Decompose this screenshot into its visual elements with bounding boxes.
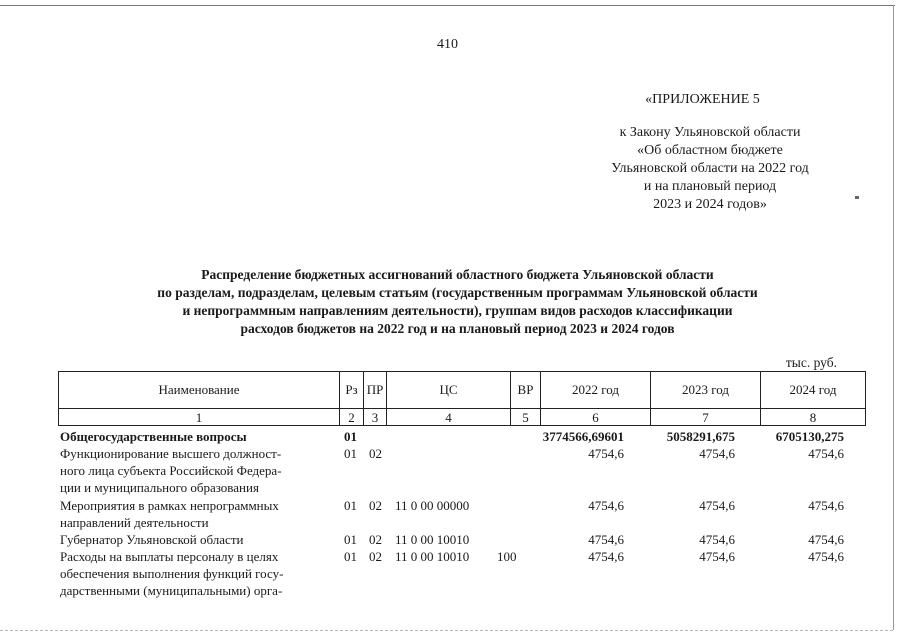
header-vr: ВР: [511, 372, 541, 409]
row-rz: 01: [344, 532, 357, 547]
document-title: [60, 266, 855, 338]
header-2023: 2023 год: [651, 372, 761, 409]
row-name: [60, 445, 335, 496]
appendix-line: и на плановый период: [643, 179, 777, 194]
row-2023: 4754,6: [699, 532, 735, 547]
budget-table-header: [58, 371, 866, 426]
column-number: 1: [59, 409, 340, 426]
row-2023: 5058291,675: [666, 429, 735, 444]
title-line: и непрограммным направлениям деятельности), группам видов расходов классификации: [182, 303, 733, 318]
row-rz: 01: [344, 446, 357, 461]
row-cs: 11 0 00 10010: [395, 549, 470, 564]
units-label: тыс. руб.: [785, 355, 837, 370]
page-border-bottom: [0, 630, 893, 631]
appendix-line: «Об областном бюджете: [637, 143, 783, 158]
title-line: по разделам, подразделам, целевым статьям (государственным программам Ульяновской области: [157, 285, 758, 300]
column-number: 3: [364, 409, 387, 426]
row-name-line: Мероприятия в рамках непрограммных: [60, 498, 279, 513]
row-2022: 4754,6: [588, 532, 624, 547]
row-pr: 02: [369, 498, 382, 513]
row-name-line: Функционирование высшего должност-: [60, 446, 282, 461]
row-vr: 100: [497, 549, 517, 564]
row-name-line: Общегосударственные вопросы: [60, 429, 247, 444]
row-2024: 4754,6: [808, 549, 844, 564]
page-border-right: [893, 5, 894, 630]
row-2022: 4754,6: [588, 549, 624, 564]
row-rz: 01: [344, 498, 357, 513]
header-pr: ПР: [364, 372, 387, 409]
header-cs: ЦС: [387, 372, 511, 409]
row-2023: 4754,6: [699, 549, 735, 564]
column-number: 6: [541, 409, 651, 426]
appendix-block: [560, 91, 820, 214]
row-2024: 4754,6: [808, 446, 844, 461]
row-2024: 4754,6: [808, 498, 844, 513]
row-pr: 02: [369, 549, 382, 564]
row-name: [60, 428, 335, 445]
header-name: Наименование: [59, 372, 340, 409]
row-2023: 4754,6: [699, 498, 735, 513]
appendix-heading: «ПРИЛОЖЕНИЕ 5: [645, 92, 760, 107]
row-name-line: Расходы на выплаты персоналу в целях: [60, 549, 279, 564]
row-name-line: ции и муниципального образования: [60, 480, 259, 495]
row-name-line: ного лица субъекта Российской Федера-: [60, 463, 282, 478]
row-rz: 01: [344, 429, 357, 444]
row-name-line: направлений деятельности: [60, 515, 209, 530]
row-2022: 3774566,69601: [542, 429, 624, 444]
header-row: [59, 372, 866, 409]
row-name: [60, 531, 335, 548]
column-number-row: [59, 409, 866, 426]
column-number: 4: [387, 409, 511, 426]
header-rz: Рз: [340, 372, 364, 409]
column-number: 7: [651, 409, 761, 426]
row-name-line: Губернатор Ульяновской области: [60, 532, 244, 547]
header-2022: 2022 год: [541, 372, 651, 409]
row-cs: 11 0 00 10010: [395, 532, 470, 547]
row-rz: 01: [344, 549, 357, 564]
row-cs: 11 0 00 00000: [395, 498, 470, 513]
header-2024: 2024 год: [761, 372, 866, 409]
appendix-line: Ульяновской области на 2022 год: [611, 161, 809, 176]
row-2022: 4754,6: [588, 446, 624, 461]
row-pr: 02: [369, 532, 382, 547]
row-2022: 4754,6: [588, 498, 624, 513]
row-name: [60, 548, 335, 599]
row-2023: 4754,6: [699, 446, 735, 461]
appendix-line: к Закону Ульяновской области: [619, 125, 801, 140]
page-number: 410: [437, 37, 458, 52]
row-name-line: обеспечения выполнения функций госу-: [60, 566, 284, 581]
title-line: Распределение бюджетных ассигнований областного бюджета Ульяновской области: [201, 267, 714, 282]
page-border-top: [0, 5, 895, 6]
row-name-line: дарственными (муниципальными) орга-: [60, 583, 283, 598]
row-name: [60, 497, 335, 531]
row-2024: 4754,6: [808, 532, 844, 547]
appendix-line: 2023 и 2024 годов»: [653, 197, 767, 212]
column-number: 2: [340, 409, 364, 426]
scan-speck: [855, 196, 859, 199]
row-2024: 6705130,275: [775, 429, 844, 444]
column-number: 8: [761, 409, 866, 426]
row-pr: 02: [369, 446, 382, 461]
column-number: 5: [511, 409, 541, 426]
title-line: расходов бюджетов на 2022 год и на плановый период 2023 и 2024 годов: [240, 321, 675, 336]
